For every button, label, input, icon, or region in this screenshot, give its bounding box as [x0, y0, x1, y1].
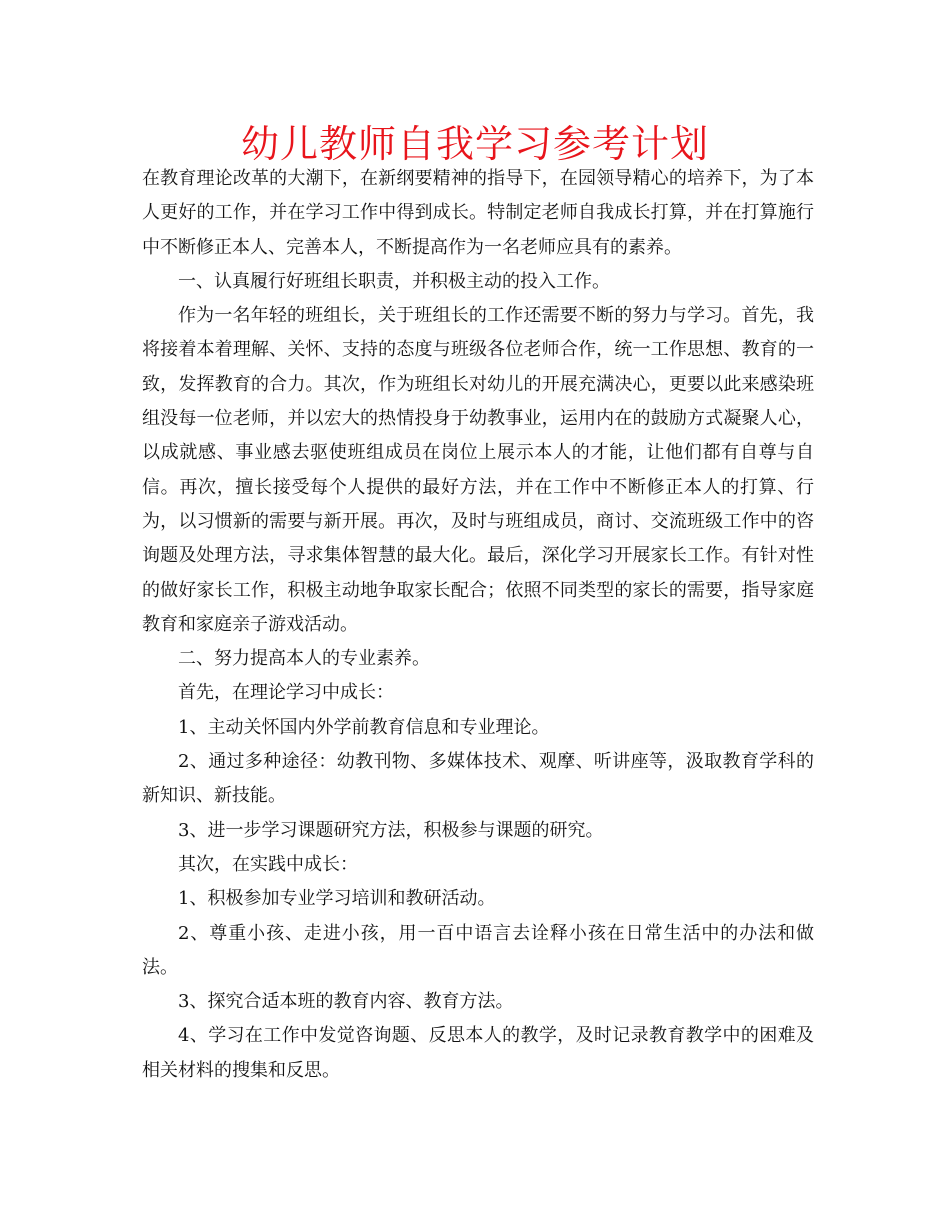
document-body	[142, 162, 814, 1088]
document-title: 幼儿教师自我学习参考计划	[240, 122, 709, 166]
subheading-practice: 其次，在实践中成长：	[178, 853, 358, 875]
paragraph-section-1: 作为一名年轻的班组长，关于班组长的工作还需要不断的努力与学习。首先，我将接着本着理解、关怀、支持的态度与班级各位老师合作，统一工作思想、教育的一致，发挥教育的合力。其次，作为班组长对幼儿的开展充满决心，更要以此来感染班组没每一位老师，并以宏大的热情投身于幼教事业，运用内在的鼓励方式凝聚人心，以成就感、事业感去驱使班组成员在岗位上展示本人的才能，让他们都有自尊与自信。再次，擅长接受每个人提供的最好方法，并在工作中不断修正本人的打算、行为，以习惯新的需要与新开展。再次，及时与班组成员，商讨、交流班级工作中的咨询题及处理方法，寻求集体智慧的最大化。最后，深化学习开展家长工作。有针对性的做好家长工作，积极主动地争取家长配合；依照不同类型的家长的需要，指导家庭教育和家庭亲子游戏活动。	[142, 305, 814, 635]
list-item: 2、尊重小孩、走进小孩，用一百中语言去诠释小孩在日常生活中的办法和做法。	[142, 922, 814, 978]
paragraph-intro: 在教育理论改革的大潮下，在新纲要精神的指导下，在园领导精心的培养下，为了本人更好的工作，并在学习工作中得到成长。特制定老师自我成长打算，并在打算施行中不断修正本人、完善本人，不断提高作为一名老师应具有的素养。	[142, 168, 814, 258]
list-item: 3、进一步学习课题研究方法，积极参与课题的研究。	[178, 819, 604, 841]
list-item: 3、探究合适本班的教育内容、教育方法。	[178, 991, 514, 1013]
subheading-theory: 首先，在理论学习中成长：	[178, 682, 394, 704]
list-item: 1、主动关怀国内外学前教育信息和专业理论。	[178, 716, 550, 738]
list-item: 2、通过多种途径：幼教刊物、多媒体技术、观摩、听讲座等，汲取教育学科的新知识、新技能。	[142, 751, 814, 807]
section-heading-1: 一、认真履行好班组长职责，并积极主动的投入工作。	[178, 270, 610, 292]
section-heading-2: 二、努力提高本人的专业素养。	[178, 648, 430, 670]
list-item: 4、学习在工作中发觉咨询题、反思本人的教学，及时记录教育教学中的困难及相关材料的搜集和反思。	[142, 1025, 814, 1081]
list-item: 1、积极参加专业学习培训和教研活动。	[178, 888, 496, 910]
